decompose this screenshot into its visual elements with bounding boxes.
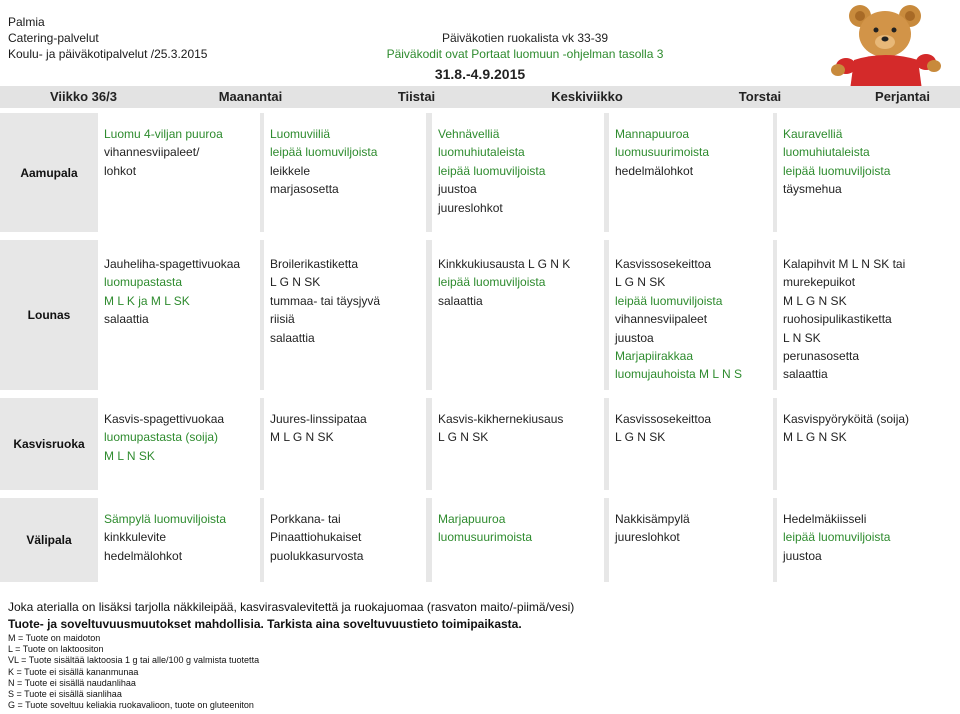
- notes: [8, 599, 574, 633]
- menu-cell: [609, 498, 773, 582]
- meal-label: Kasvisruoka: [13, 437, 85, 451]
- menu-line: Marjapiirakkaa: [615, 349, 694, 364]
- menu-line: M L N SK: [104, 448, 155, 463]
- menu-line: Jauheliha-spagettivuokaa: [104, 257, 241, 271]
- menu-line: perunasosetta: [783, 349, 860, 364]
- org-name: Palmia: [8, 15, 45, 29]
- meal-label: Lounas: [27, 308, 71, 322]
- menu-line: L G N SK: [438, 430, 489, 445]
- menu-cell: [432, 398, 604, 490]
- meal-label: Välipala: [26, 533, 72, 547]
- menu-cell: [264, 498, 426, 582]
- menu-line: kinkkulevite: [104, 530, 167, 545]
- menu-cell: [777, 240, 960, 390]
- meal-row-lounas: [0, 240, 960, 390]
- menu-line: Kasvissosekeittoa: [615, 412, 712, 426]
- week-label: Viikko 36/3: [50, 89, 117, 104]
- header-left: [8, 14, 207, 62]
- menu-line: leipää luomuviljoista: [270, 145, 378, 160]
- menu-line: Broilerikastiketta: [270, 257, 359, 271]
- menu-line: ruohosipulikastiketta: [783, 312, 892, 327]
- menu-line: Kasvis-spagettivuokaa: [104, 412, 225, 426]
- menu-cell: [98, 498, 260, 582]
- list-subtitle: Päiväkodit ovat Portaat luomuun -ohjelman tasolla 3: [386, 47, 664, 61]
- legend-item: N = Tuote ei sisällä naudanlihaa: [8, 677, 136, 688]
- menu-line: luomupastasta (soija): [104, 430, 219, 445]
- menu-line: lohkot: [104, 163, 137, 178]
- menu-line: salaattia: [783, 367, 828, 382]
- menu-line: M L G N SK: [783, 430, 847, 445]
- notes-line-1: Joka aterialla on lisäksi tarjolla näkkileipää, kasvirasvalevitettä ja ruokajuomaa (rasvaton maito/-piimä/vesi): [8, 600, 575, 614]
- meal-row-välipala: [0, 498, 960, 582]
- menu-cell: [777, 398, 960, 490]
- legend-item: S = Tuote ei sisällä sianlihaa: [8, 689, 122, 700]
- menu-line: vihannesviipaleet/: [104, 145, 200, 160]
- menu-line: luomuhiutaleista: [438, 145, 525, 160]
- menu-cell: [609, 398, 773, 490]
- menu-line: juustoa: [783, 548, 822, 563]
- header-center: [380, 30, 670, 62]
- menu-line: leipää luomuviljoista: [438, 163, 546, 178]
- menu-line: leipää luomuviljoista: [438, 275, 546, 290]
- menu-line: leikkele: [270, 163, 311, 178]
- legend-item: L = Tuote on laktoositon: [8, 644, 104, 655]
- menu-line: L G N SK: [270, 275, 321, 290]
- notes-line-2: Tuote- ja soveltuvuusmuutokset mahdollisia. Tarkista aina soveltuvuustieto toimipaikasta.: [8, 617, 522, 631]
- menu-line: puolukkasurvosta: [270, 548, 364, 563]
- menu-line: Juures-linssipataa: [270, 412, 367, 426]
- menu-line: juustoa: [438, 182, 477, 197]
- menu-line: leipää luomuviljoista: [783, 530, 891, 545]
- menu-line: Vehnävelliä: [438, 127, 500, 141]
- menu-line: Porkkana- tai: [270, 512, 341, 526]
- menu-line: M L G N SK: [270, 430, 334, 445]
- menu-line: L G N SK: [615, 430, 666, 445]
- day-header-bar: [0, 86, 960, 108]
- list-title: Päiväkotien ruokalista vk 33-39: [441, 31, 609, 45]
- menu-line: Kasvispyöryköitä (soija): [783, 412, 910, 426]
- menu-line: murekepuikot: [783, 275, 856, 290]
- day-wednesday: Keskiviikko: [551, 89, 623, 104]
- menu-line: Kasvissosekeittoa: [615, 257, 712, 271]
- menu-line: L N SK: [783, 330, 821, 345]
- menu-cell: [98, 240, 260, 390]
- menu-line: Hedelmäkiisseli: [783, 512, 867, 526]
- menu-line: Kinkkukiusausta L G N K: [438, 257, 571, 271]
- menu-cell: [432, 498, 604, 582]
- menu-line: luomuhiutaleista: [783, 145, 870, 160]
- menu-line: leipää luomuviljoista: [615, 293, 723, 308]
- menu-line: luomujauhoista M L N S: [615, 367, 742, 382]
- menu-line: Mannapuuroa: [615, 127, 690, 141]
- menu-line: marjasosetta: [270, 182, 339, 197]
- menu-line: luomupastasta: [104, 275, 183, 290]
- day-tuesday: Tiistai: [397, 89, 436, 104]
- menu-cell: [264, 240, 426, 390]
- menu-line: Luomuviiliä: [270, 127, 331, 141]
- week-dates: 31.8.-4.9.2015: [434, 66, 526, 82]
- meal-row-kasvisruoka: [0, 398, 960, 490]
- menu-line: salaattia: [104, 312, 149, 327]
- menu-line: Sämpylä luomuviljoista: [104, 512, 227, 526]
- legend-item: K = Tuote ei sisällä kananmunaa: [8, 666, 139, 677]
- menu-cell: [609, 113, 773, 232]
- menu-line: juureslohkot: [438, 200, 503, 215]
- menu-line: Kalapihvit M L N SK tai: [783, 257, 906, 271]
- day-friday: Perjantai: [875, 89, 930, 104]
- menu-cell: [264, 113, 426, 232]
- menu-line: vihannesviipaleet: [615, 312, 708, 327]
- diet-legend: [8, 633, 259, 711]
- menu-line: M L G N SK: [783, 293, 847, 308]
- menu-line: riisiä: [270, 312, 295, 327]
- menu-line: hedelmälohkot: [615, 163, 694, 178]
- day-thursday: Torstai: [738, 89, 782, 104]
- menu-cell: [432, 240, 604, 390]
- menu-cell: [264, 398, 426, 490]
- menu-line: tummaa- tai täysjyvä: [270, 293, 381, 308]
- unit-name: Catering-palvelut: [8, 31, 99, 45]
- menu-line: Pinaattiohukaiset: [270, 530, 362, 545]
- menu-line: salaattia: [438, 293, 483, 308]
- menu-cell: [777, 498, 960, 582]
- legend-item: G = Tuote soveltuu keliakia ruokavalioon, tuote on gluteeniton: [8, 700, 254, 711]
- menu-cell: [98, 113, 260, 232]
- menu-line: hedelmälohkot: [104, 548, 183, 563]
- menu-line: luomusuurimoista: [615, 145, 710, 160]
- menu-cell: [98, 398, 260, 490]
- menu-line: Kauravelliä: [783, 127, 843, 141]
- menu-line: Marjapuuroa: [438, 512, 506, 526]
- menu-line: luomusuurimoista: [438, 530, 533, 545]
- menu-line: L G N SK: [615, 275, 666, 290]
- meal-label: Aamupala: [20, 165, 78, 180]
- menu-line: salaattia: [270, 330, 315, 345]
- meal-row-aamupala: [0, 113, 960, 232]
- menu-line: täysmehua: [783, 182, 842, 197]
- menu-line: juureslohkot: [615, 530, 680, 545]
- menu-line: juustoa: [615, 330, 654, 345]
- menu-line: Kasvis-kikhernekiusaus: [438, 412, 564, 426]
- menu-line: M L K ja M L SK: [104, 293, 190, 308]
- dept-date: Koulu- ja päiväkotipalvelut /25.3.2015: [8, 47, 208, 61]
- teddy-bear-logo: [822, 2, 952, 90]
- legend-item: VL = Tuote sisältää laktoosia 1 g tai alle/100 g valmista tuotetta: [8, 655, 260, 666]
- menu-cell: [777, 113, 960, 232]
- logo-text: PALMIA: [906, 50, 928, 56]
- menu-line: leipää luomuviljoista: [783, 163, 891, 178]
- menu-cell: [432, 113, 604, 232]
- menu-line: Luomu 4-viljan puuroa: [104, 127, 223, 141]
- day-monday: Maanantai: [218, 89, 283, 104]
- menu-cell: [609, 240, 773, 390]
- menu-line: Nakkisämpylä: [615, 512, 690, 526]
- legend-item: M = Tuote on maidoton: [8, 633, 101, 643]
